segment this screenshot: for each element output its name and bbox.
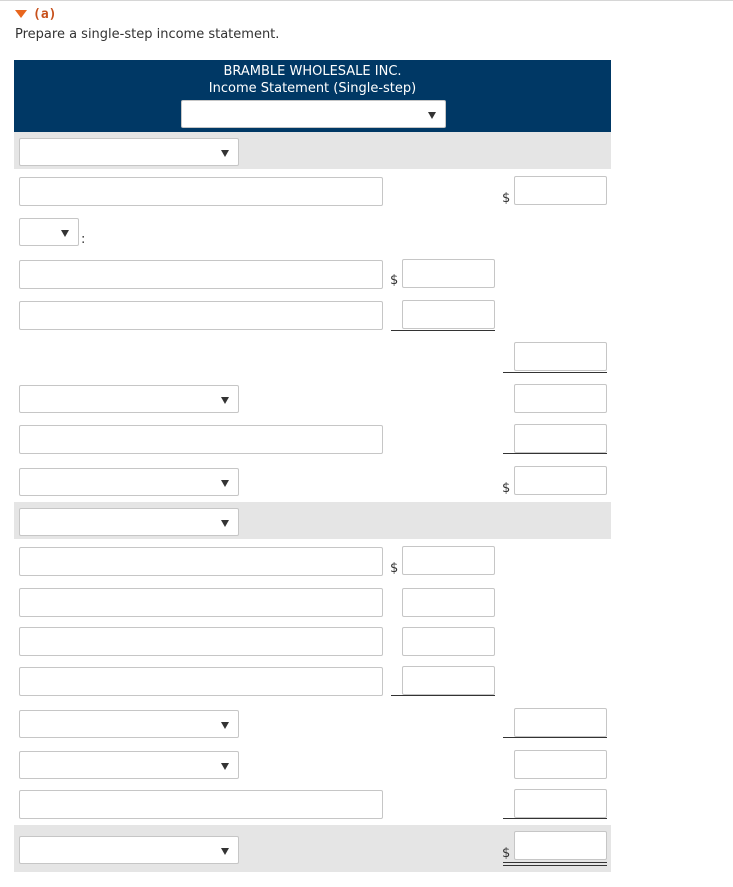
amount-input[interactable] xyxy=(514,424,607,453)
amount-input[interactable] xyxy=(514,789,607,818)
line-item-input[interactable] xyxy=(19,260,383,289)
amount-input[interactable] xyxy=(402,627,495,656)
total-select[interactable] xyxy=(19,468,239,496)
less-select[interactable] xyxy=(19,218,79,246)
line-item-select[interactable] xyxy=(19,710,239,738)
double-underline-bottom xyxy=(503,865,607,866)
line-item-input[interactable] xyxy=(19,177,383,206)
double-underline-top xyxy=(503,862,607,863)
underline xyxy=(503,453,607,454)
net-income-select[interactable] xyxy=(19,836,239,864)
chevron-down-icon xyxy=(221,848,229,855)
line-item-input[interactable] xyxy=(19,301,383,330)
amount-input[interactable] xyxy=(514,466,607,495)
dollar-sign: $ xyxy=(390,273,399,288)
statement-title: Income Statement (Single-step) xyxy=(208,81,417,96)
underline xyxy=(391,695,495,696)
top-divider xyxy=(0,0,733,1)
line-item-input[interactable] xyxy=(19,588,383,617)
amount-input[interactable] xyxy=(514,831,607,860)
chevron-down-icon xyxy=(221,150,229,157)
chevron-down-icon xyxy=(61,230,69,237)
dollar-sign: $ xyxy=(502,481,511,496)
underline xyxy=(503,818,607,819)
line-item-select[interactable] xyxy=(19,385,239,413)
period-select[interactable] xyxy=(181,100,446,128)
label-colon: : xyxy=(81,232,86,247)
amount-input[interactable] xyxy=(514,384,607,413)
part-a-toggle[interactable] xyxy=(15,5,56,23)
amount-input[interactable] xyxy=(514,342,607,371)
line-item-input[interactable] xyxy=(19,547,383,576)
section-select-1[interactable] xyxy=(19,138,239,166)
collapse-triangle-icon xyxy=(15,10,27,18)
line-item-select[interactable] xyxy=(19,751,239,779)
line-item-input[interactable] xyxy=(19,627,383,656)
amount-input[interactable] xyxy=(514,176,607,205)
amount-input[interactable] xyxy=(514,750,607,779)
line-item-input[interactable] xyxy=(19,425,383,454)
amount-input[interactable] xyxy=(402,546,495,575)
part-label: (a) xyxy=(33,6,57,22)
chevron-down-icon xyxy=(221,722,229,729)
line-item-input[interactable] xyxy=(19,667,383,696)
underline xyxy=(503,372,607,373)
statement-header xyxy=(14,60,611,132)
underline xyxy=(503,737,607,738)
section-select-2[interactable] xyxy=(19,508,239,536)
line-item-input[interactable] xyxy=(19,790,383,819)
amount-input[interactable] xyxy=(402,588,495,617)
amount-input[interactable] xyxy=(402,666,495,695)
dollar-sign: $ xyxy=(390,561,399,576)
underline xyxy=(391,330,495,331)
amount-input[interactable] xyxy=(402,300,495,329)
amount-input[interactable] xyxy=(514,708,607,737)
dollar-sign: $ xyxy=(502,191,511,206)
chevron-down-icon xyxy=(221,480,229,487)
chevron-down-icon xyxy=(221,520,229,527)
company-name: BRAMBLE WHOLESALE INC. xyxy=(223,64,402,79)
dollar-sign: $ xyxy=(502,846,511,861)
chevron-down-icon xyxy=(221,763,229,770)
amount-input[interactable] xyxy=(402,259,495,288)
chevron-down-icon xyxy=(221,397,229,404)
instruction-text: Prepare a single-step income statement. xyxy=(15,27,280,42)
chevron-down-icon xyxy=(428,112,436,119)
